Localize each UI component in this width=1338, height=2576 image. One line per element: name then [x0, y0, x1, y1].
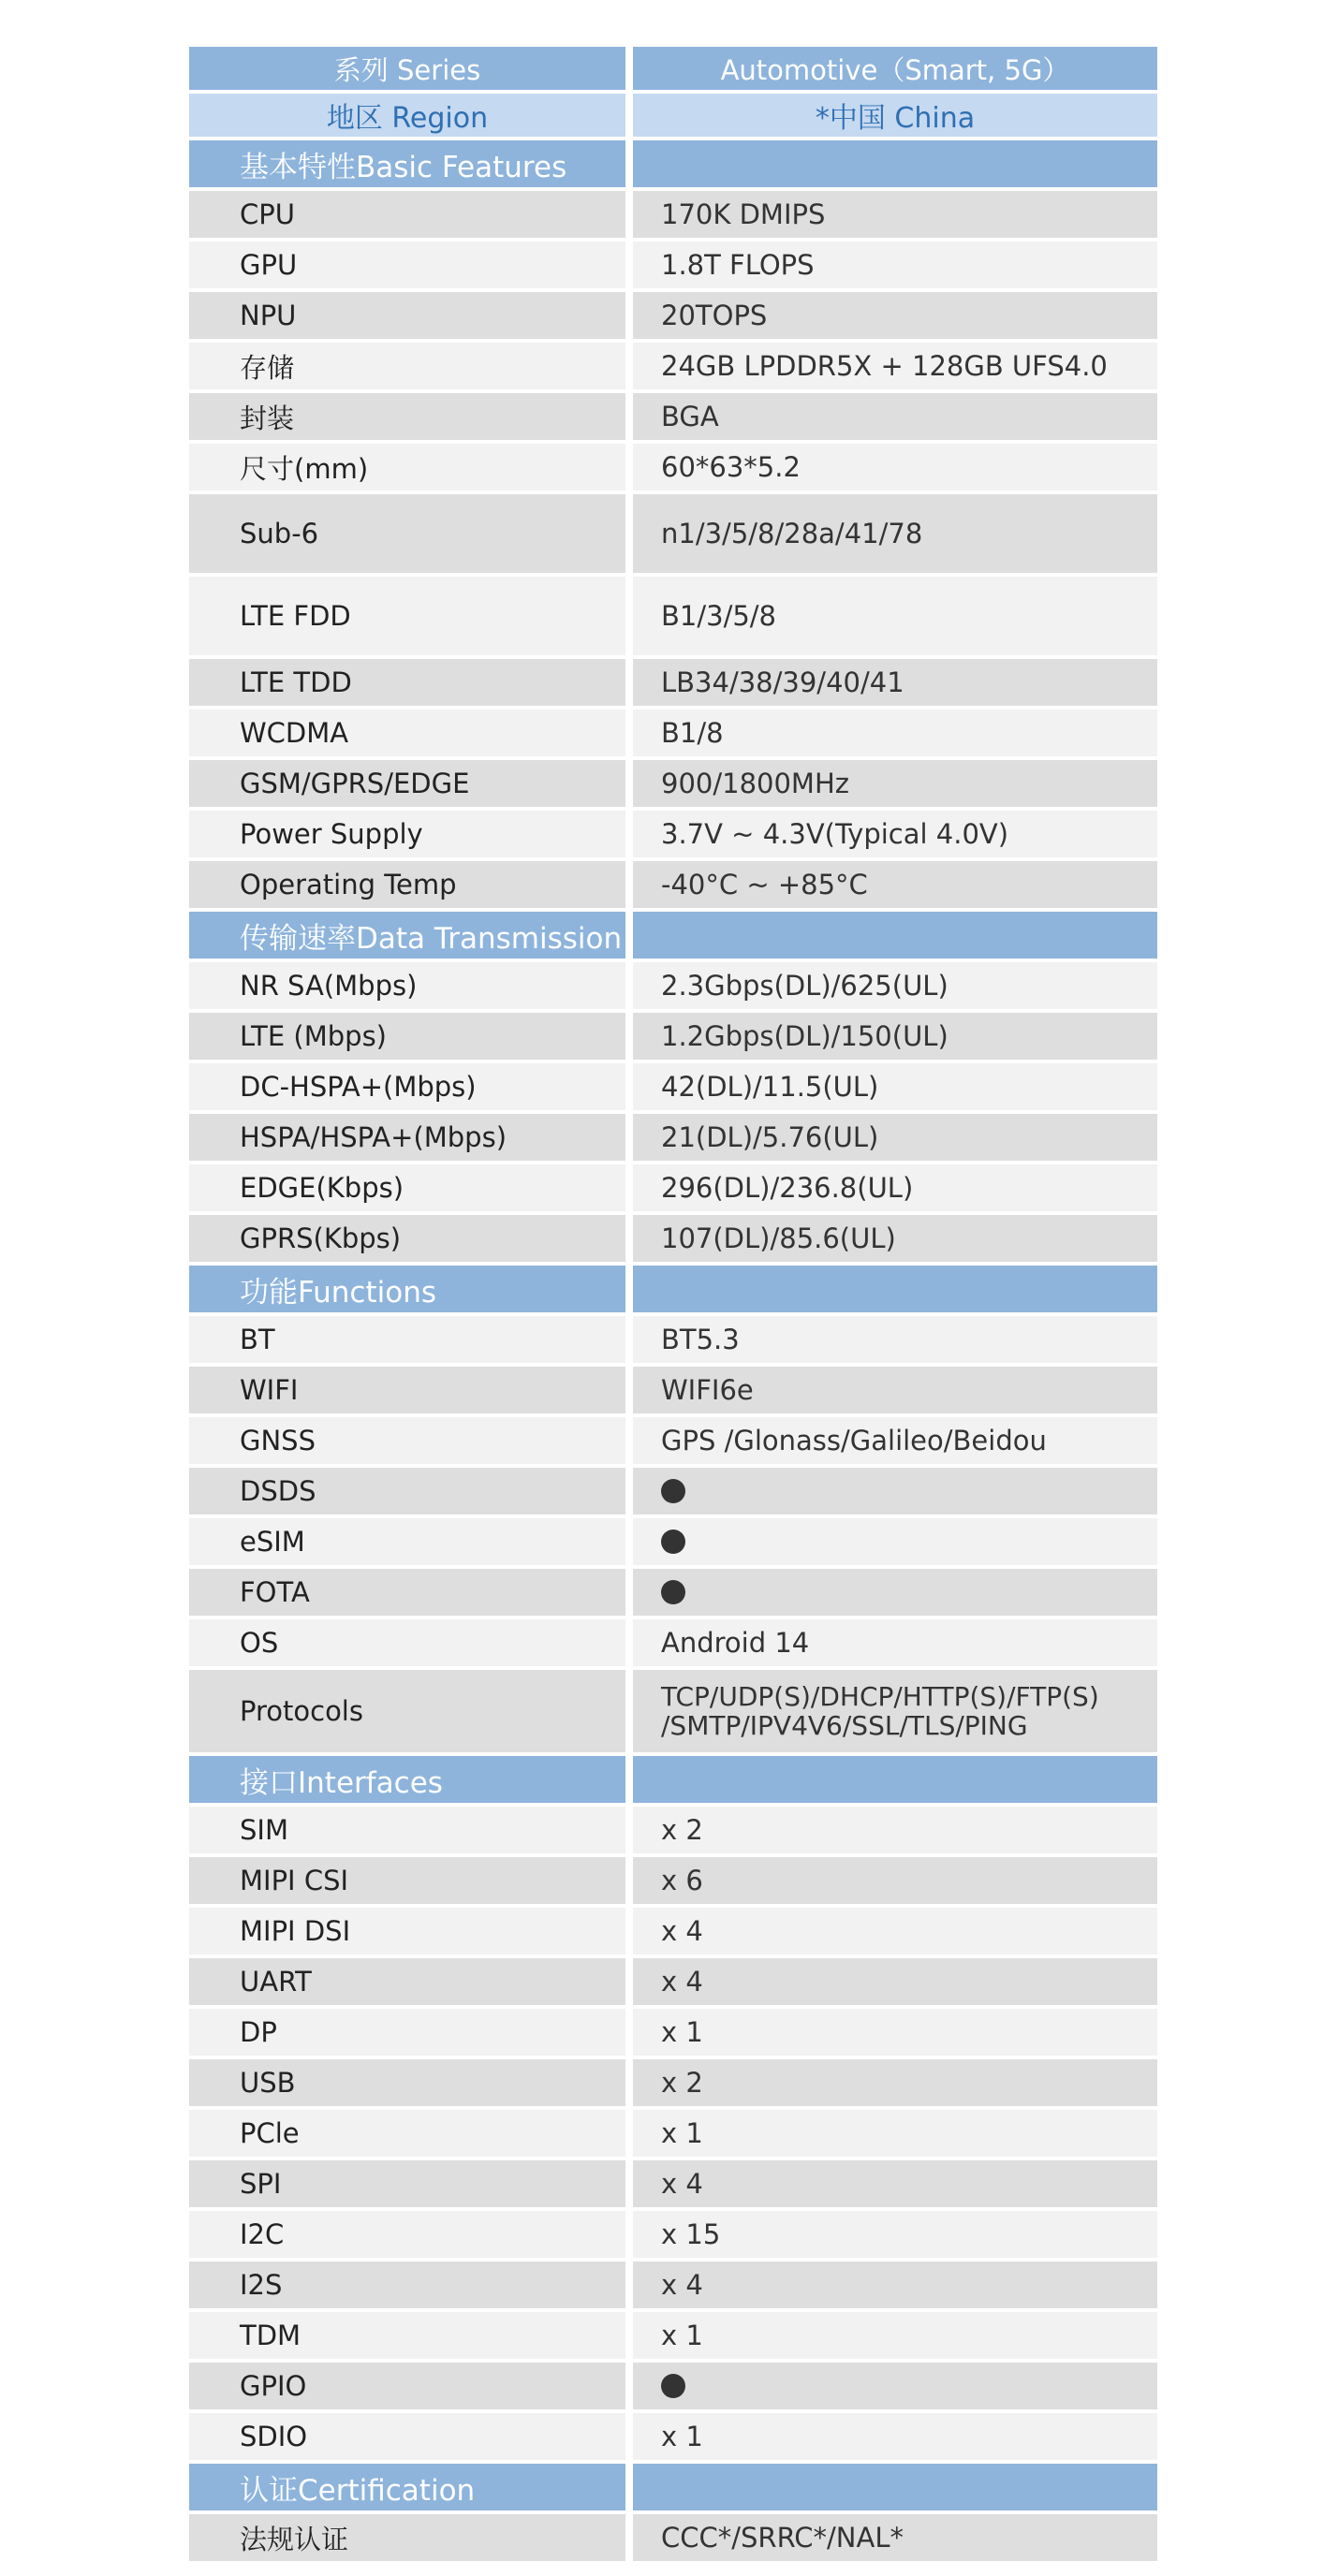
column-gap	[625, 242, 633, 288]
spec-value	[633, 2363, 1157, 2409]
column-gap	[625, 912, 633, 959]
spec-label: OS	[189, 1619, 625, 1666]
spec-value: 170K DMIPS	[633, 191, 1157, 238]
section-title-blank	[633, 912, 1157, 959]
section-title: 传输速率Data Transmission	[189, 912, 625, 959]
spec-value: x 4	[633, 1908, 1157, 1954]
section-title: 接口Interfaces	[189, 1756, 625, 1803]
spec-label: GPRS(Kbps)	[189, 1215, 625, 1262]
spec-value: x 1	[633, 2110, 1157, 2157]
column-gap	[625, 1619, 633, 1666]
column-gap	[625, 1518, 633, 1565]
spec-label: MIPI CSI	[189, 1857, 625, 1904]
column-gap	[625, 1266, 633, 1312]
series-label: 系列 Series	[189, 47, 625, 90]
spec-value: CCC*/SRRC*/NAL*	[633, 2514, 1157, 2561]
spec-label: WCDMA	[189, 710, 625, 756]
column-gap	[625, 1114, 633, 1161]
spec-label: EDGE(Kbps)	[189, 1164, 625, 1211]
section-title-blank	[633, 140, 1157, 187]
column-gap	[625, 2413, 633, 2460]
spec-label: LTE (Mbps)	[189, 1013, 625, 1060]
column-gap	[625, 760, 633, 807]
supported-dot-icon	[661, 1580, 685, 1604]
spec-label: WIFI	[189, 1367, 625, 1413]
column-gap	[625, 494, 633, 573]
spec-label: CPU	[189, 191, 625, 238]
spec-label: I2S	[189, 2261, 625, 2308]
column-gap	[625, 811, 633, 857]
column-gap	[625, 393, 633, 440]
spec-label: GPU	[189, 242, 625, 288]
column-gap	[625, 140, 633, 187]
spec-value: x 4	[633, 2160, 1157, 2207]
region-label: 地区 Region	[189, 94, 625, 137]
spec-value: 20TOPS	[633, 292, 1157, 339]
spec-value: 24GB LPDDR5X + 128GB UFS4.0	[633, 343, 1157, 389]
column-gap	[625, 1670, 633, 1752]
column-gap	[625, 1367, 633, 1413]
column-gap	[625, 2514, 633, 2561]
column-gap	[625, 2160, 633, 2207]
spec-value: 1.8T FLOPS	[633, 242, 1157, 288]
spec-label: Power Supply	[189, 811, 625, 857]
supported-dot-icon	[661, 1530, 685, 1554]
section-title: 基本特性Basic Features	[189, 140, 625, 187]
spec-table	[189, 47, 1157, 2561]
spec-label: GSM/GPRS/EDGE	[189, 760, 625, 807]
spec-label: 尺寸(mm)	[189, 444, 625, 490]
spec-label: SDIO	[189, 2413, 625, 2460]
spec-value: BT5.3	[633, 1316, 1157, 1363]
spec-value: x 2	[633, 2059, 1157, 2106]
spec-value: -40°C ~ +85°C	[633, 861, 1157, 908]
spec-value: 2.3Gbps(DL)/625(UL)	[633, 962, 1157, 1009]
column-gap	[625, 2110, 633, 2157]
column-gap	[625, 1164, 633, 1211]
spec-label: GNSS	[189, 1417, 625, 1464]
spec-value: x 4	[633, 2261, 1157, 2308]
spec-label: NPU	[189, 292, 625, 339]
spec-value: Android 14	[633, 1619, 1157, 1666]
section-title-blank	[633, 1756, 1157, 1803]
column-gap	[625, 1857, 633, 1904]
column-gap	[625, 47, 633, 90]
spec-value: WIFI6e	[633, 1367, 1157, 1413]
column-gap	[625, 962, 633, 1009]
spec-label: I2C	[189, 2211, 625, 2258]
spec-label: SIM	[189, 1807, 625, 1853]
column-gap	[625, 1215, 633, 1262]
spec-value: 21(DL)/5.76(UL)	[633, 1114, 1157, 1161]
column-gap	[625, 577, 633, 655]
spec-value: x 2	[633, 1807, 1157, 1853]
column-gap	[625, 343, 633, 389]
column-gap	[625, 861, 633, 908]
column-gap	[625, 2211, 633, 2258]
spec-label: FOTA	[189, 1569, 625, 1616]
spec-label: UART	[189, 1958, 625, 2005]
spec-value: 1.2Gbps(DL)/150(UL)	[633, 1013, 1157, 1060]
spec-label: DC-HSPA+(Mbps)	[189, 1063, 625, 1110]
column-gap	[625, 1013, 633, 1060]
spec-label: 存储	[189, 343, 625, 389]
spec-value: 3.7V ~ 4.3V(Typical 4.0V)	[633, 811, 1157, 857]
column-gap	[625, 659, 633, 706]
spec-label: SPI	[189, 2160, 625, 2207]
spec-label: LTE TDD	[189, 659, 625, 706]
spec-label: DSDS	[189, 1468, 625, 1515]
spec-label: PCle	[189, 2110, 625, 2157]
column-gap	[625, 1807, 633, 1853]
spec-label: HSPA/HSPA+(Mbps)	[189, 1114, 625, 1161]
spec-value: 900/1800MHz	[633, 760, 1157, 807]
spec-value: LB34/38/39/40/41	[633, 659, 1157, 706]
spec-value	[633, 1468, 1157, 1515]
column-gap	[625, 1569, 633, 1616]
column-gap	[625, 710, 633, 756]
spec-label: TDM	[189, 2312, 625, 2359]
spec-value: n1/3/5/8/28a/41/78	[633, 494, 1157, 573]
column-gap	[625, 2261, 633, 2308]
spec-label: Sub-6	[189, 494, 625, 573]
region-value: *中国 China	[633, 94, 1157, 137]
column-gap	[625, 1063, 633, 1110]
spec-label: USB	[189, 2059, 625, 2106]
column-gap	[625, 1316, 633, 1363]
spec-value	[633, 1518, 1157, 1565]
spec-label: LTE FDD	[189, 577, 625, 655]
column-gap	[625, 292, 633, 339]
spec-value: x 6	[633, 1857, 1157, 1904]
spec-value: 60*63*5.2	[633, 444, 1157, 490]
spec-label: DP	[189, 2009, 625, 2056]
section-title-blank	[633, 1266, 1157, 1312]
spec-value: 296(DL)/236.8(UL)	[633, 1164, 1157, 1211]
column-gap	[625, 191, 633, 238]
spec-value: BGA	[633, 393, 1157, 440]
spec-value: x 4	[633, 1958, 1157, 2005]
column-gap	[625, 1756, 633, 1803]
spec-label: MIPI DSI	[189, 1908, 625, 1954]
column-gap	[625, 1958, 633, 2005]
spec-value: GPS /Glonass/Galileo/Beidou	[633, 1417, 1157, 1464]
spec-label: 封装	[189, 393, 625, 440]
spec-label: 法规认证	[189, 2514, 625, 2561]
supported-dot-icon	[661, 1479, 685, 1503]
column-gap	[625, 2059, 633, 2106]
spec-value: x 1	[633, 2009, 1157, 2056]
column-gap	[625, 1908, 633, 1954]
spec-label: BT	[189, 1316, 625, 1363]
column-gap	[625, 2009, 633, 2056]
column-gap	[625, 2312, 633, 2359]
spec-label: NR SA(Mbps)	[189, 962, 625, 1009]
section-title: 认证Certification	[189, 2464, 625, 2510]
spec-value: 42(DL)/11.5(UL)	[633, 1063, 1157, 1110]
spec-label: eSIM	[189, 1518, 625, 1565]
spec-value: B1/8	[633, 710, 1157, 756]
spec-value: B1/3/5/8	[633, 577, 1157, 655]
spec-value: x 1	[633, 2413, 1157, 2460]
section-title-blank	[633, 2464, 1157, 2510]
column-gap	[625, 2363, 633, 2409]
column-gap	[625, 1417, 633, 1464]
section-title: 功能Functions	[189, 1266, 625, 1312]
spec-label: GPIO	[189, 2363, 625, 2409]
supported-dot-icon	[661, 2374, 685, 2398]
column-gap	[625, 94, 633, 137]
spec-value: TCP/UDP(S)/DHCP/HTTP(S)/FTP(S) /SMTP/IPV4V6/SSL/TLS/PING	[633, 1670, 1157, 1752]
spec-value: x 1	[633, 2312, 1157, 2359]
column-gap	[625, 2464, 633, 2510]
spec-label: Operating Temp	[189, 861, 625, 908]
series-value: Automotive（Smart, 5G）	[633, 47, 1157, 90]
spec-value: x 15	[633, 2211, 1157, 2258]
spec-value	[633, 1569, 1157, 1616]
spec-value: 107(DL)/85.6(UL)	[633, 1215, 1157, 1262]
spec-label: Protocols	[189, 1670, 625, 1752]
column-gap	[625, 1468, 633, 1515]
column-gap	[625, 444, 633, 490]
